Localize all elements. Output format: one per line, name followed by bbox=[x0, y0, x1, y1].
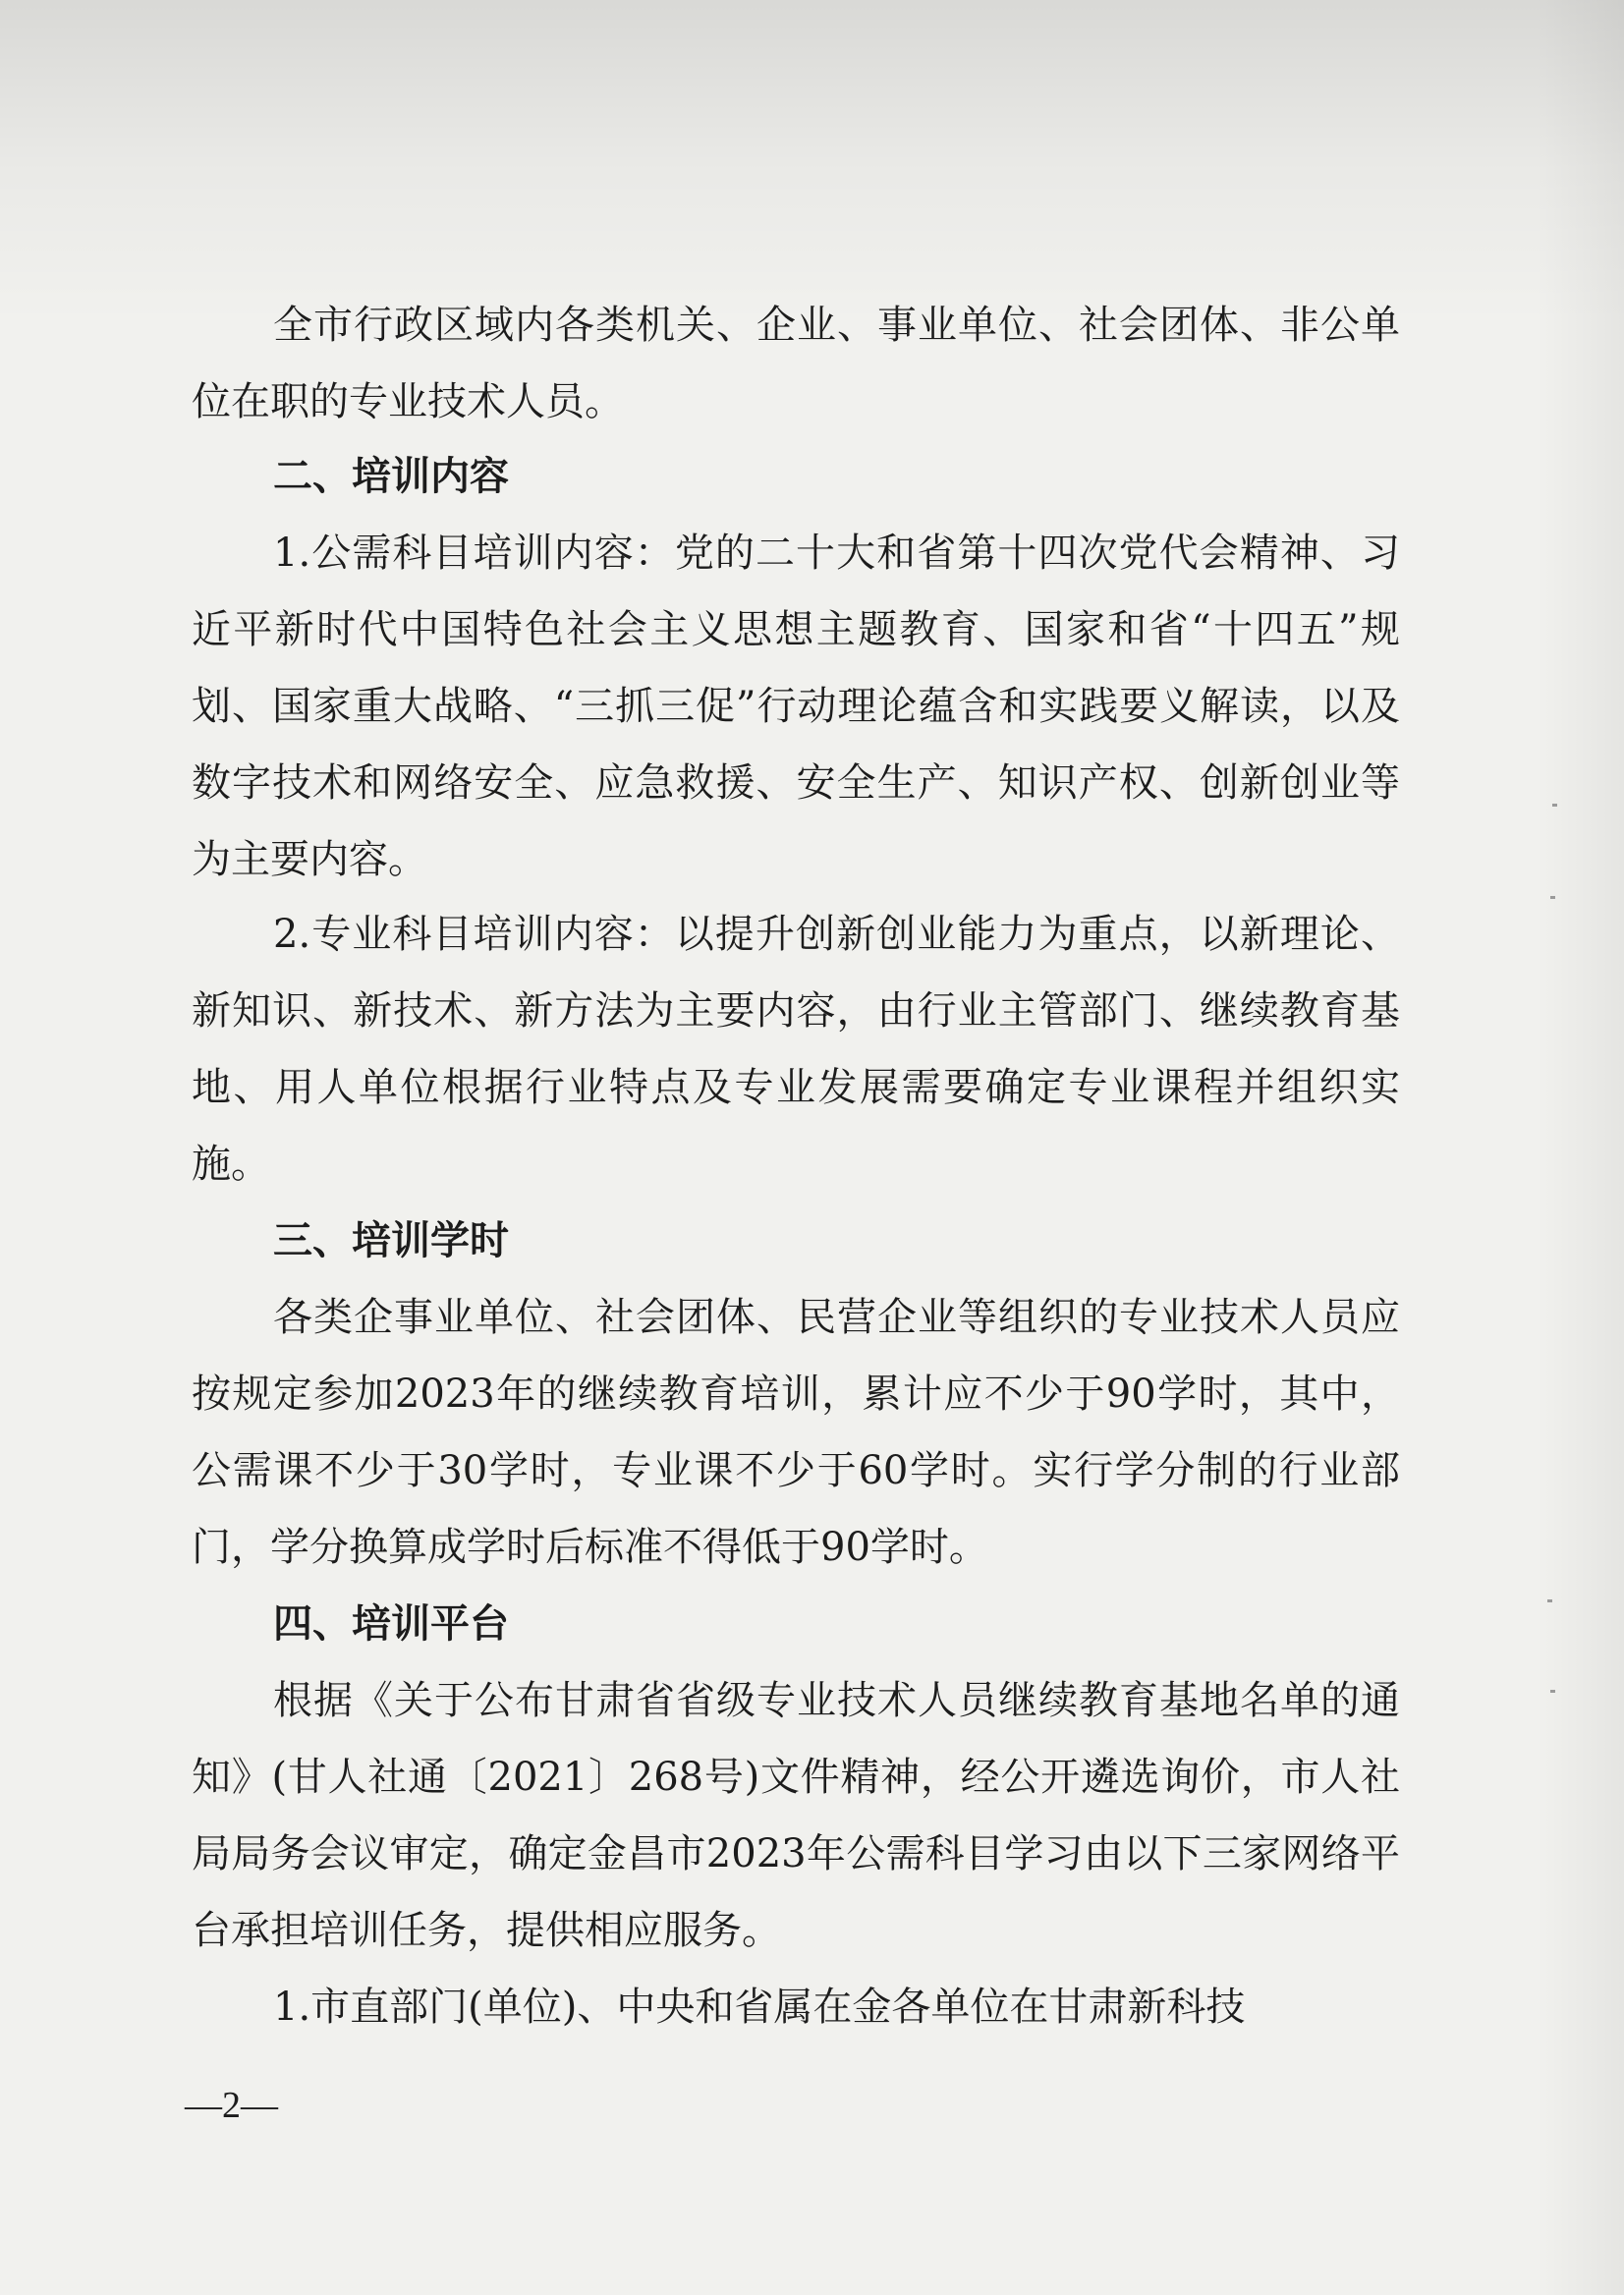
scan-speck bbox=[1550, 1690, 1555, 1693]
scan-speck bbox=[1550, 896, 1555, 899]
platform-paragraph: 根据《关于公布甘肃省省级专业技术人员继续教育基地名单的通知》(甘人社通〔2021〕268号)文件精神，经公开遴选询价，市人社局局务会议审定，确定金昌市2023年公需科目学习由以下三家网络平台承担培训任务，提供相应服务。 bbox=[192, 1678, 1400, 1953]
hours-paragraph: 各类企事业单位、社会团体、民营企业等组织的专业技术人员应按规定参加2023年的继续教育培训，累计应不少于90学时，其中，公需课不少于30学时，专业课不少于60学时。实行学分制的行业部门，学分换算成学时后标准不得低于90学时。 bbox=[192, 1295, 1400, 1570]
scan-speck bbox=[1547, 1599, 1552, 1602]
content-item-2-paragraph: 2.专业科目培训内容：以提升创新创业能力为重点，以新理论、新知识、新技术、新方法为主要内容，由行业主管部门、继续教育基地、用人单位根据行业特点及专业发展需要确定专业课程并组织实施。 bbox=[192, 912, 1400, 1187]
page-number: —2— bbox=[185, 2085, 278, 2126]
section-heading-hours: 三、培训学时 bbox=[273, 1218, 509, 1263]
scan-speck bbox=[1552, 804, 1557, 807]
content-item-1-paragraph: 1.公需科目培训内容：党的二十大和省第十四次党代会精神、习近平新时代中国特色社会主义思想主题教育、国家和省“十四五”规划、国家重大战略、“三抓三促”行动理论蕴含和实践要义解读，以及数字技术和网络安全、应急救援、安全生产、知识产权、创新创业等为主要内容。 bbox=[192, 531, 1400, 882]
section-heading-platform: 四、培训平台 bbox=[273, 1601, 509, 1647]
scope-paragraph: 全市行政区域内各类机关、企业、事业单位、社会团体、非公单位在职的专业技术人员。 bbox=[192, 303, 1400, 424]
platform-item-1-paragraph: 1.市直部门(单位)、中央和省属在金各单位在甘肃新科技 bbox=[273, 1985, 1246, 2030]
section-heading-content: 二、培训内容 bbox=[273, 454, 509, 499]
